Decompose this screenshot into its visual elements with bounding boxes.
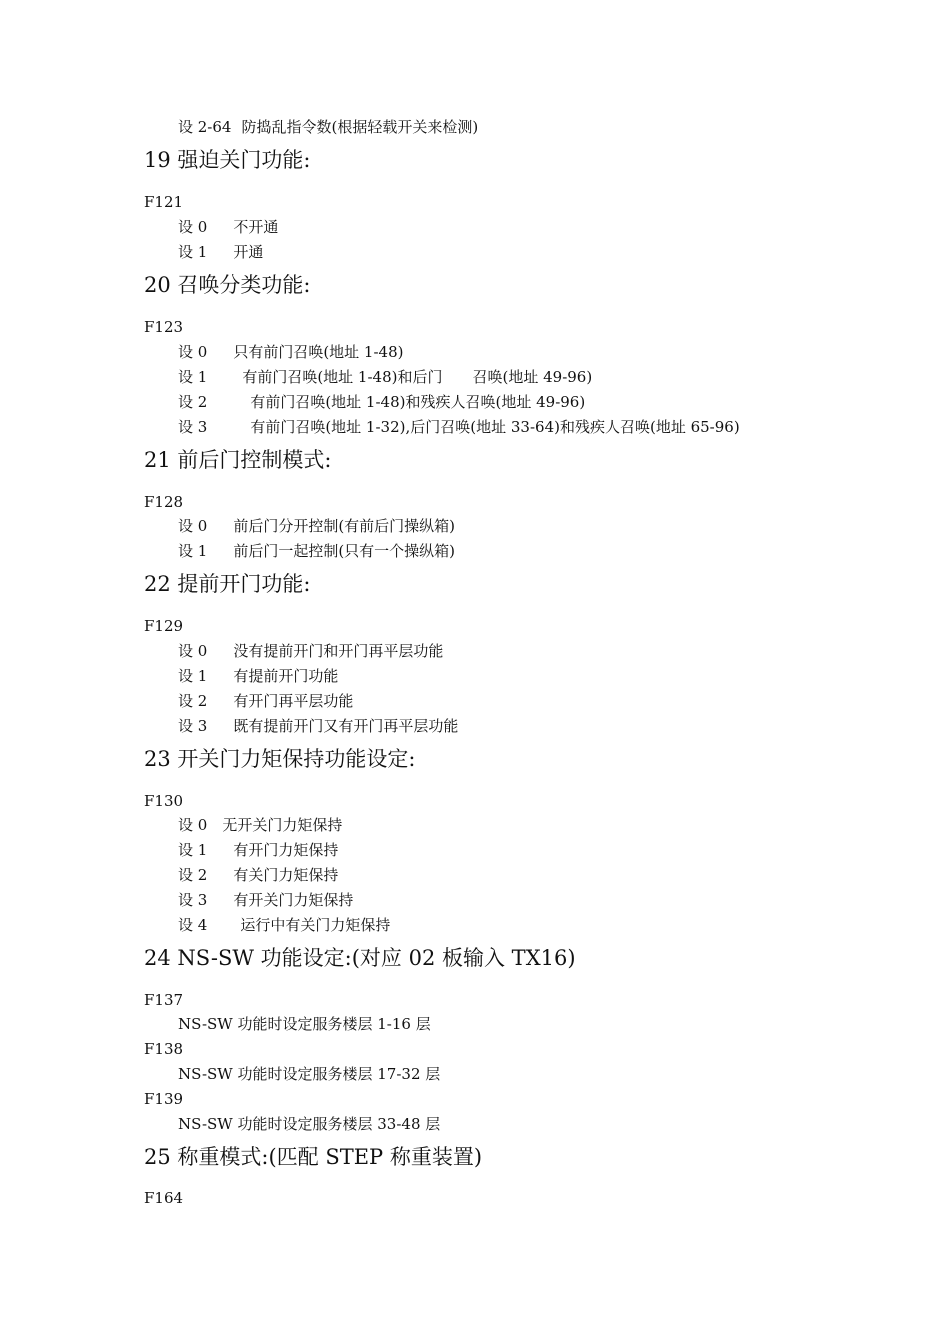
option-description: 无开关门力矩保持	[222, 816, 343, 834]
option-key: 设 3	[178, 717, 208, 735]
option-line	[178, 1117, 440, 1132]
option-line	[178, 818, 342, 833]
section-heading: 21 前后门控制模式:	[144, 448, 332, 472]
option-key: 设 1	[178, 841, 208, 859]
option-description: 开通	[233, 243, 264, 261]
option-line	[178, 370, 592, 385]
option-line	[178, 395, 585, 410]
option-description: 有开门力矩保持	[233, 841, 339, 859]
option-key: 设 4	[178, 916, 208, 934]
option-line	[178, 420, 740, 435]
option-key: 设 0	[178, 517, 208, 535]
option-line	[178, 544, 455, 559]
section-heading: 25 称重模式:(匹配 STEP 称重装置)	[144, 1145, 483, 1169]
option-key: 设 2	[178, 866, 208, 884]
option-key: 设 0	[178, 642, 208, 660]
option-line	[178, 669, 338, 684]
option-description: 有开关门力矩保持	[233, 891, 354, 909]
section-heading: 22 提前开门功能:	[144, 572, 311, 596]
parameter-code: F139	[144, 1090, 184, 1108]
option-key: 设 2	[178, 393, 208, 411]
option-line	[178, 245, 263, 260]
option-line	[178, 120, 478, 135]
option-description: 只有前门召唤(地址 1-48)	[233, 343, 404, 361]
section-heading: 19 强迫关门功能:	[144, 148, 311, 172]
option-description: NS-SW 功能时设定服务楼层 17-32 层	[178, 1065, 441, 1083]
section-heading: 24 NS-SW 功能设定:(对应 02 板输入 TX16)	[144, 946, 576, 970]
option-key: 设 0	[178, 816, 208, 834]
option-description: 有开门再平层功能	[233, 692, 354, 710]
parameter-code: F123	[144, 318, 184, 336]
option-description: 没有提前开门和开门再平层功能	[233, 642, 444, 660]
option-line	[178, 918, 390, 933]
option-description: 有提前开门功能	[233, 667, 339, 685]
parameter-code: F121	[144, 193, 184, 211]
option-line	[178, 1017, 431, 1032]
option-description: NS-SW 功能时设定服务楼层 1-16 层	[178, 1015, 431, 1033]
parameter-code: F137	[144, 991, 184, 1009]
option-line	[178, 893, 353, 908]
option-key: 设 3	[178, 891, 208, 909]
parameter-code: F138	[144, 1040, 184, 1058]
option-key: 设 0	[178, 343, 208, 361]
option-description: NS-SW 功能时设定服务楼层 33-48 层	[178, 1115, 441, 1133]
option-description: 运行中有关门力矩保持	[240, 916, 391, 934]
parameter-code: F130	[144, 792, 184, 810]
option-line	[178, 519, 455, 534]
option-description: 不开通	[233, 218, 279, 236]
option-description: 防捣乱指令数(根据轻载开关来检测)	[241, 118, 479, 136]
parameter-code: F128	[144, 493, 184, 511]
parameter-code: F164	[144, 1189, 184, 1207]
option-description: 有关门力矩保持	[233, 866, 339, 884]
option-line	[178, 1067, 440, 1082]
option-key: 设 1	[178, 542, 208, 560]
option-key: 设 0	[178, 218, 208, 236]
section-heading: 23 开关门力矩保持功能设定:	[144, 747, 416, 771]
option-line	[178, 644, 443, 659]
option-line	[178, 345, 403, 360]
option-line	[178, 220, 278, 235]
option-line	[178, 868, 338, 883]
option-description: 既有提前开门又有开门再平层功能	[233, 717, 459, 735]
section-heading: 20 召唤分类功能:	[144, 273, 311, 297]
option-key: 设 3	[178, 418, 208, 436]
option-key: 设 2	[178, 692, 208, 710]
option-key: 设 1	[178, 368, 208, 386]
option-key: 设 1	[178, 243, 208, 261]
option-key: 设 1	[178, 667, 208, 685]
option-description: 有前门召唤(地址 1-48)和残疾人召唤(地址 49-96)	[250, 393, 586, 411]
option-key: 设 2-64	[178, 118, 232, 136]
parameter-code: F129	[144, 617, 184, 635]
option-line	[178, 719, 458, 734]
option-description: 有前门召唤(地址 1-48)和后门 召唤(地址 49-96)	[242, 368, 593, 386]
option-line	[178, 843, 338, 858]
option-description: 有前门召唤(地址 1-32),后门召唤(地址 33-64)和残疾人召唤(地址 65-96)	[250, 418, 740, 436]
option-line	[178, 694, 353, 709]
option-description: 前后门分开控制(有前后门操纵箱)	[233, 517, 456, 535]
option-description: 前后门一起控制(只有一个操纵箱)	[233, 542, 456, 560]
